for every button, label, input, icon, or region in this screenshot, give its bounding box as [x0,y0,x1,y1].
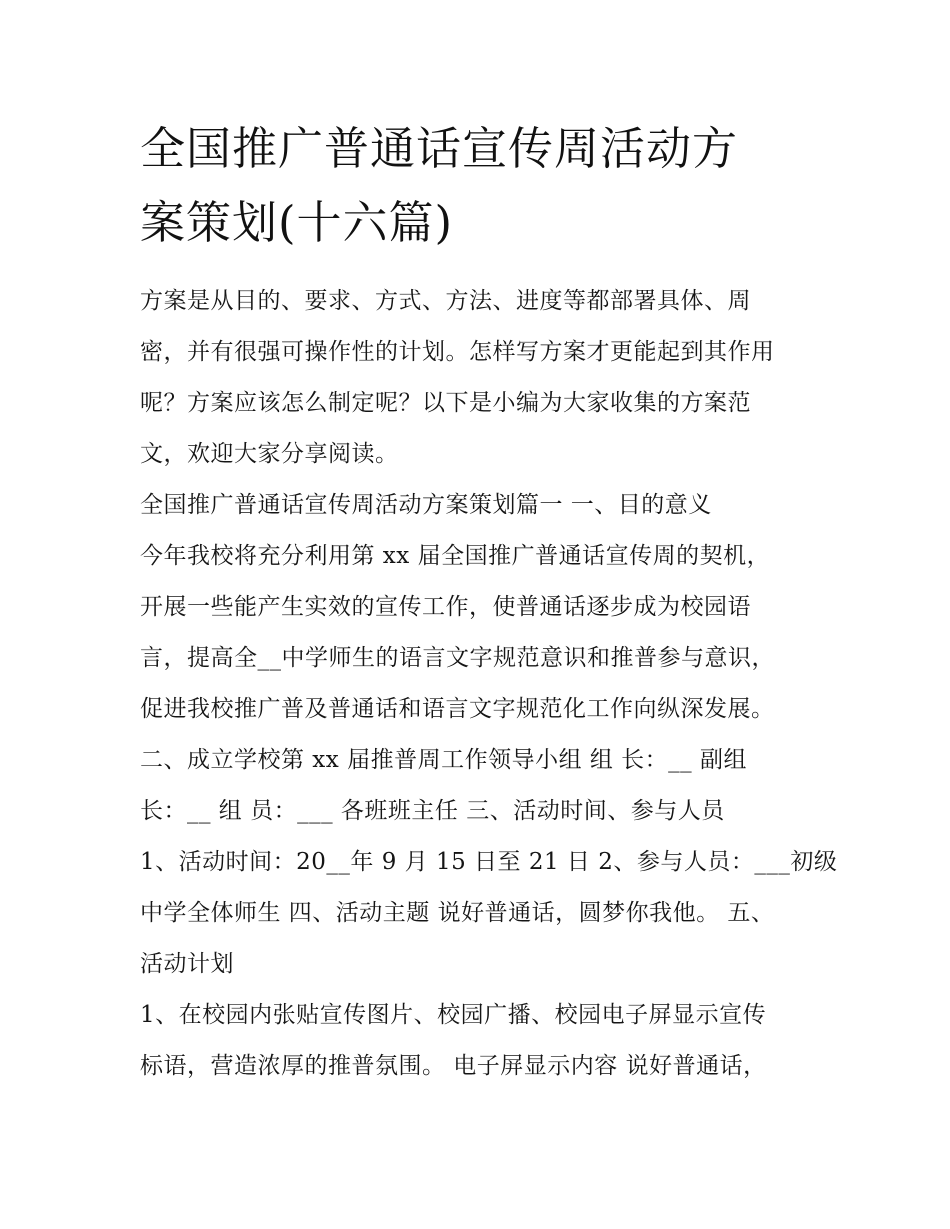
body-line: 活动计划 [140,951,234,977]
section-heading-line: 全国推广普通话宣传周活动方案策划篇一 一、目的意义 [140,492,712,518]
body-line: 开展一些能产生实效的宣传工作，使普通话逐步成为校园语 [140,594,751,620]
body-line: 呢？方案应该怎么制定呢？以下是小编为大家收集的方案范 [140,390,751,416]
body-line: 长：__ 组 员：___ 各班班主任 三、活动时间、参与人员 [140,798,725,824]
body-line: 二、成立学校第 xx 届推普周工作领导小组 组 长：__ 副组 [140,747,747,773]
body-line: 今年我校将充分利用第 xx 届全国推广普通话宣传周的契机， [140,543,771,569]
title-line: 全国推广普通话宣传周活动方 [140,122,739,175]
body-line: 促进我校推广普及普通话和语言文字规范化工作向纵深发展。 [140,696,775,722]
body-line: 中学全体师生 四、活动主题 说好普通话，圆梦你我他。 五、 [140,900,775,926]
body-line: 1、在校园内张贴宣传图片、校园广播、校园电子屏显示宣传 [140,1002,767,1028]
body-line: 密，并有很强可操作性的计划。怎样写方案才更能起到其作用 [140,339,775,365]
body-line: 言，提高全__中学师生的语言文字规范意识和推普参与意识， [140,645,775,671]
document-body [140,276,838,1092]
body-line: 文，欢迎大家分享阅读。 [140,441,399,467]
body-line: 方案是从目的、要求、方式、方法、进度等都部署具体、周 [140,288,751,314]
title-line: 案策划(十六篇) [140,196,454,249]
body-line: 1、活动时间：20__年 9 月 15 日至 21 日 2、参与人员：___初级 [140,849,838,875]
document-title [140,112,820,260]
body-line: 标语，营造浓厚的推普氛围。 电子屏显示内容 说好普通话， [140,1053,767,1079]
